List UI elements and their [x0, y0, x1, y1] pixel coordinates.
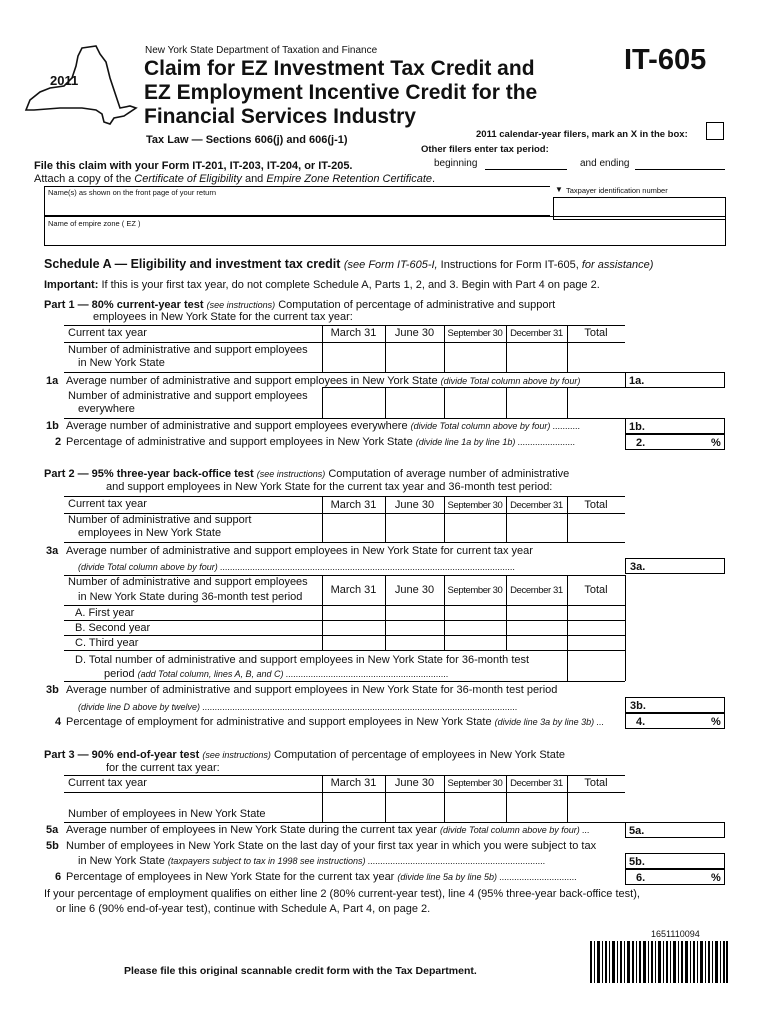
line-2-box-label: 2. [636, 437, 646, 449]
line-4-number: 4 [55, 716, 62, 728]
line-6-text [66, 872, 577, 883]
tax-period-beginning-field[interactable] [485, 156, 567, 170]
part2-total-d-period: period [104, 668, 135, 680]
part2-col-june: June 30 [394, 499, 435, 511]
part2-heading [44, 469, 569, 480]
line-1b-box-label: 1b. [629, 421, 645, 433]
line-6-box-label: 6. [636, 872, 646, 884]
part1-row-nys-label-1: Number of administrative and support employees [68, 344, 308, 356]
part1-col-div [322, 387, 323, 418]
part2-first-year: A. First year [75, 607, 135, 619]
part1-grid-row [322, 387, 625, 388]
part3-heading [44, 750, 565, 761]
part2-see: (see instructions) [256, 469, 326, 479]
part2-col-september: September 30 [447, 500, 503, 511]
line-2-number: 2 [55, 436, 62, 448]
attach-end: . [432, 173, 436, 185]
part1-title: Part 1 — 80% current-year test [44, 299, 204, 311]
attach-certificate-eligibility: Certificate of Eligibility [134, 173, 242, 185]
attach-instruction [34, 174, 435, 185]
form-title-line-2: EZ Employment Incentive Credit for the [144, 81, 538, 104]
part2-36-col-div [567, 575, 568, 681]
part1-col-september: September 30 [447, 328, 503, 339]
tax-law-sections: Tax Law — Sections 606(j) and 606(j-1) [146, 134, 348, 146]
part3-see: (see instructions) [202, 750, 271, 760]
line-4-label: Percentage of employment for administrative and support employees in New York State [66, 716, 492, 728]
part3-col-total: Total [584, 777, 608, 789]
schedule-a-see-suffix: for assistance) [581, 259, 654, 271]
line-1a-number: 1a [46, 375, 59, 387]
form-title-line-1: Claim for EZ Investment Tax Credit and [144, 57, 535, 80]
taxpayer-name-label: Name(s) as shown on the front page of your return [48, 188, 217, 197]
tax-period-beginning-label: beginning [434, 158, 478, 169]
line-5b-text-2 [78, 856, 546, 867]
tin-arrow-icon: ▼ [555, 185, 563, 194]
part1-desc-line1: Computation of percentage of administrative and support [278, 299, 556, 311]
important-note [44, 280, 600, 291]
part1-col-total: Total [584, 327, 608, 339]
part1-grid-row2 [64, 372, 625, 373]
line-1b-text [66, 421, 580, 432]
part2-grid-36-row [64, 605, 625, 606]
part2-current-tax-year: Current tax year [68, 498, 147, 510]
line-5a-text [66, 825, 590, 836]
line-5b-number: 5b [46, 840, 59, 852]
part2-total-d-line2 [104, 669, 449, 680]
part2-row36-label-2: in New York State during 36-month test period [78, 591, 303, 603]
line-5b-box-label: 5b. [629, 856, 645, 868]
line-4-percent: % [711, 716, 721, 728]
tin-label: Taxpayer identification number [566, 186, 668, 195]
line-1a-instruction: (divide Total column above by four) [440, 376, 581, 386]
part3-col-december: December 31 [510, 778, 563, 789]
part2-col-total: Total [584, 499, 608, 511]
part2-row-nys-label-2: employees in New York State [78, 527, 222, 539]
line-3a-text: Average number of administrative and support employees in New York State for current tax year [66, 545, 533, 557]
schedule-a-see-mid: Instructions for Form IT-605, [437, 259, 582, 271]
tax-period-ending-label: and ending [580, 158, 630, 169]
calendar-filers-label: 2011 calendar-year filers, mark an X in the box: [476, 129, 688, 140]
part2-36-col-total: Total [584, 584, 608, 596]
part2-grid-36-row [64, 635, 625, 636]
line-4-box-label: 4. [636, 716, 646, 728]
line-2-percent: % [711, 437, 721, 449]
part2-36-col-div [506, 575, 507, 650]
part2-grid-row2 [64, 542, 625, 543]
form-id: IT-605 [624, 44, 707, 76]
please-file-note: Please file this original scannable credit form with the Tax Department. [124, 965, 477, 977]
part1-see: (see instructions) [206, 300, 276, 310]
part3-col-june: June 30 [394, 777, 435, 789]
qualification-note-2: or line 6 (90% end-of-year test), continue with Schedule A, Part 4, on page 2. [56, 903, 431, 915]
part2-36-col-div [444, 575, 445, 650]
part2-row-nys-label-1: Number of administrative and support [68, 514, 252, 526]
line-3a-instruction: (divide Total column above by four) ...................................................................................................................... [78, 562, 516, 572]
calendar-year-checkbox[interactable] [706, 122, 724, 140]
new-york-state-map-icon [20, 44, 138, 132]
part2-36-col-september: September 30 [447, 585, 503, 596]
part3-col-september: September 30 [447, 778, 503, 789]
part3-desc-line2: for the current tax year: [106, 762, 220, 774]
qualification-note-1: If your percentage of employment qualifies on either line 2 (80% current-year test), line 4 (95% three-year back-office test), [44, 888, 640, 900]
line-5b-text-1: Number of employees in New York State on the last day of your first tax year in which you were subject to tax [66, 840, 597, 852]
part1-col-march: March 31 [330, 327, 377, 339]
important-text: If this is your first tax year, do not complete Schedule A, Parts 1, 2, and 3. Begin with Part 4 on page 2. [98, 279, 600, 291]
department-name: New York State Department of Taxation and Finance [145, 45, 378, 56]
part2-second-year: B. Second year [75, 622, 151, 634]
part2-total-d-instruction: (add Total column, lines A, B, and C) ................................................................. [137, 669, 449, 679]
part1-col-december: December 31 [510, 328, 563, 339]
empire-zone-label: Name of empire zone ( EZ ) [48, 219, 141, 228]
part2-36-col-div [625, 575, 626, 681]
line-1a-label: Average number of administrative and support employees in New York State [66, 375, 438, 387]
part1-grid-row3 [64, 418, 625, 419]
part1-current-tax-year: Current tax year [68, 327, 147, 339]
line-6-number: 6 [55, 871, 62, 883]
line-5a-instruction: (divide Total column above by four) ... [440, 825, 590, 835]
line-1a-box-label: 1a. [629, 375, 645, 387]
tax-year: 2011 [50, 73, 79, 88]
line-5a-box-label: 5a. [629, 825, 645, 837]
line-1a-text [66, 376, 580, 387]
line-2-text [66, 437, 575, 448]
part2-grid-36-row [64, 681, 625, 682]
part3-row-nys-label: Number of employees in New York State [68, 808, 266, 820]
line-6-label: Percentage of employees in New York State for the current tax year [66, 871, 395, 883]
other-filers-label: Other filers enter tax period: [421, 144, 549, 155]
line-3a-box-label: 3a. [630, 561, 646, 573]
part2-36-col-div [385, 575, 386, 650]
empire-zone-name-field[interactable] [44, 216, 726, 246]
part2-36-col-june: June 30 [394, 584, 435, 596]
part2-36-col-march: March 31 [330, 584, 377, 596]
line-5a-number: 5a [46, 824, 59, 836]
part2-third-year: C. Third year [75, 637, 139, 649]
line-3b-text: Average number of administrative and support employees in New York State for 36-month test period [66, 684, 558, 696]
part1-col-div [385, 387, 386, 418]
part3-grid-row1 [64, 792, 625, 793]
part1-col-div [444, 387, 445, 418]
attach-and: and [241, 173, 267, 185]
line-3b-number: 3b [46, 684, 59, 696]
part1-col-june: June 30 [394, 327, 435, 339]
part1-desc-line2: employees in New York State for the current tax year: [93, 311, 353, 323]
part1-col-div [567, 387, 568, 418]
schedule-a-see-prefix: (see Form IT-605-I, [343, 259, 438, 271]
part2-desc-line1: Computation of average number of administrative [328, 468, 570, 480]
line-5b-instruction: (taxpayers subject to tax in 1998 see instructions) ....................................................................... [167, 856, 546, 866]
part3-current-tax-year: Current tax year [68, 777, 147, 789]
part3-col-march: March 31 [330, 777, 377, 789]
attach-certificate-retention: Empire Zone Retention Certificate [266, 173, 433, 185]
part2-col-december: December 31 [510, 500, 563, 511]
line-2-instruction: (divide line 1a by line 1b) ....................... [415, 437, 576, 447]
part3-desc-line1: Computation of percentage of employees in New York State [273, 749, 566, 761]
part2-desc-line2: and support employees in New York State for the current tax year and 36-month test period: [106, 481, 553, 493]
part2-col-march: March 31 [330, 499, 377, 511]
line-6-instruction: (divide line 5a by line 5b) ............................... [397, 872, 577, 882]
schedule-a-title: Schedule A — Eligibility and investment tax credit [44, 257, 341, 271]
line-1b-label: Average number of administrative and support employees everywhere [66, 420, 408, 432]
part1-heading [44, 300, 555, 311]
line-4-instruction: (divide line 3a by line 3b) ... [494, 717, 605, 727]
part2-title: Part 2 — 95% three-year back-office test [44, 468, 254, 480]
schedule-a-heading [44, 258, 653, 271]
part3-title: Part 3 — 90% end-of-year test [44, 749, 200, 761]
part1-row-everywhere-label-1: Number of administrative and support employees [68, 390, 308, 402]
barcode-number: 1651110094 [651, 929, 700, 939]
line-5a-label: Average number of employees in New York State during the current tax year [66, 824, 437, 836]
file-with-instruction: File this claim with your Form IT-201, IT-203, IT-204, or IT-205. [34, 160, 353, 172]
line-6-percent: % [711, 872, 721, 884]
part1-grid-top [64, 325, 625, 326]
barcode-image [590, 941, 728, 983]
line-3b-instruction: (divide line D above by twelve) .............................................................................................................................. [78, 702, 518, 712]
part1-grid-row1 [64, 342, 625, 343]
form-title-line-3: Financial Services Industry [144, 105, 416, 128]
line-5b-label: in New York State [78, 855, 165, 867]
line-1b-number: 1b [46, 420, 59, 432]
part2-grid-top [64, 496, 625, 497]
part2-row36-label-1: Number of administrative and support employees [68, 576, 308, 588]
line-4-text [66, 717, 604, 728]
part2-grid-36-row [64, 620, 625, 621]
important-label: Important: [44, 279, 99, 291]
line-2-label: Percentage of administrative and support employees in New York State [66, 436, 413, 448]
part2-total-d-line1: D. Total number of administrative and support employees in New York State for 36-month test [75, 654, 530, 666]
part1-row-nys-label-2: in New York State [78, 357, 165, 369]
part1-row-everywhere-label-2: everywhere [78, 403, 135, 415]
part3-grid-top [64, 775, 625, 776]
part2-36-col-div [322, 575, 323, 650]
tax-period-ending-field[interactable] [635, 156, 725, 170]
line-3a-number: 3a [46, 545, 59, 557]
attach-prefix: Attach a copy of the [34, 173, 135, 185]
part1-col-div [506, 387, 507, 418]
line-1b-instruction: (divide Total column above by four) ........... [410, 421, 581, 431]
line-3b-box-label: 3b. [630, 700, 646, 712]
part2-grid-36-row [64, 650, 625, 651]
part3-grid-row2 [64, 822, 625, 823]
part2-36-col-december: December 31 [510, 585, 563, 596]
